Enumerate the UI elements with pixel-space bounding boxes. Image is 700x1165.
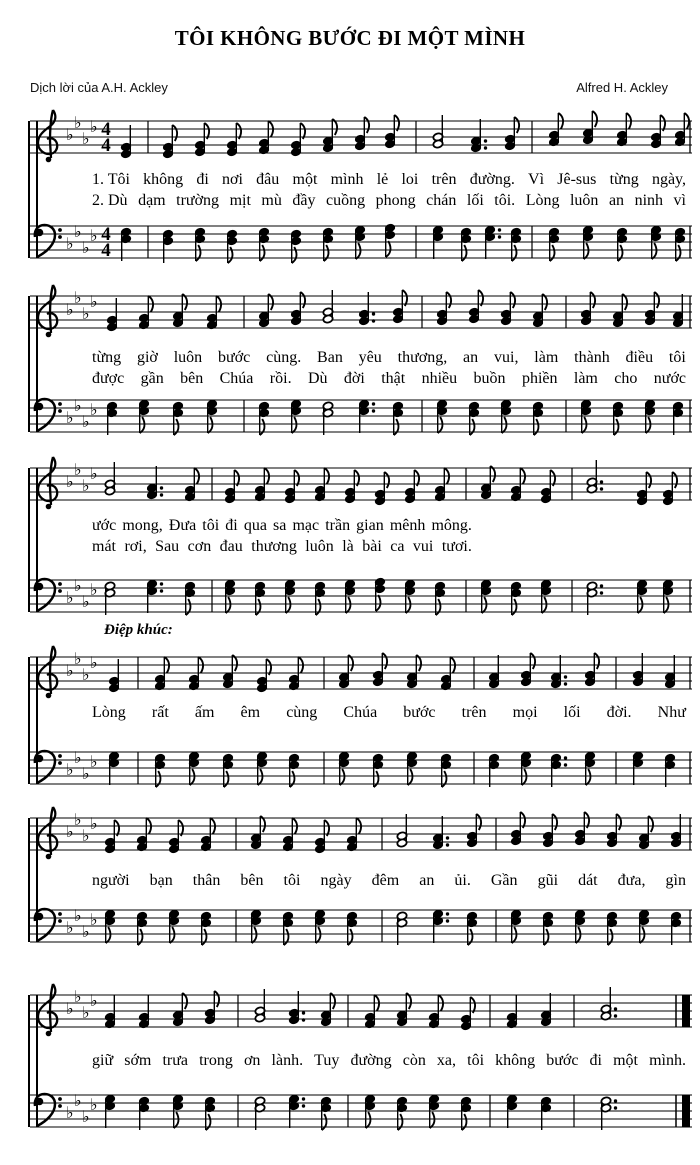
lyric-word: giữ [92,1052,114,1069]
translator-credit: Dịch lời của A.H. Ackley [30,80,168,95]
music-notation [107,399,690,435]
lyric-word: qua [243,517,267,534]
time-signature: 4 [101,240,111,261]
lyric-word: Jê-sus [557,171,597,188]
lyric-word: mình [330,171,364,188]
lyric-word: đưa, [617,872,646,889]
time-signature: 4 [101,135,111,156]
flat-icon: ♭ [90,464,98,483]
flat-icon: ♭ [74,649,82,668]
lyric-word: Ban [317,349,343,366]
bass-clef-icon [35,1094,62,1126]
lyric-word: cơn [187,537,212,555]
flat-icon: ♭ [90,991,98,1010]
lyric-word: Lòng [92,704,126,721]
lyric-word: cuồng [326,191,366,209]
lyric-word: bước [546,1052,579,1069]
lyric-line [92,703,686,724]
treble-staff [30,276,692,348]
flat-icon: ♭ [74,113,82,132]
treble-clef-icon [38,285,57,337]
flat-icon: ♭ [82,304,90,323]
lyric-word: Như [657,704,686,721]
lyric-word: nhiều [421,369,458,387]
flat-icon: ♭ [66,588,74,607]
flat-icon: ♭ [82,129,90,148]
lyric-word: mênh [389,517,426,534]
lyric-word: ngày, [651,171,686,188]
lyrics-block [92,516,472,557]
lyric-word: bên [180,369,204,387]
flat-icon: ♭ [74,576,82,595]
lyric-word: từng [92,349,122,366]
lyric-word: đi [196,171,209,188]
lyric-word: lành. [271,1052,304,1069]
lyric-word: bước [218,349,251,366]
flat-icon: ♭ [66,1103,74,1122]
lyric-word: đường. [469,171,515,188]
flat-icon: ♭ [82,592,90,611]
flat-icon: ♭ [90,752,98,771]
lyric-line [92,516,472,537]
flat-icon: ♭ [82,665,90,684]
lyrics-block [92,871,686,892]
lyric-word: bên [240,872,264,889]
lyric-word: đâu [256,171,280,188]
lyric-word: vui, [494,349,519,366]
lyric-word: gìn [665,872,686,889]
lyric-word: rơi, [124,537,147,555]
lyric-line [92,369,686,390]
lyric-word: ấm [194,704,215,721]
system-brace-line [28,121,38,258]
lyric-word: thành [574,349,610,366]
lyric-word: lối [466,191,484,209]
lyric-word: đêm [371,872,400,889]
lyric-word: ơn [243,1052,261,1069]
lyric-word: phong [375,191,416,209]
lyric-line [92,191,686,212]
lyric-word: đường [350,1052,392,1069]
flat-icon: ♭ [82,922,90,941]
flat-icon: ♭ [90,580,98,599]
lyric-word: Chúa [219,369,254,387]
flat-icon: ♭ [82,1107,90,1126]
lyric-word: mù [261,191,282,209]
flat-icon: ♭ [90,653,98,672]
lyric-word: dạm [138,191,166,209]
lyrics-block [92,703,686,724]
flat-icon: ♭ [74,748,82,767]
credits-row [30,80,668,95]
music-notation [105,1094,690,1130]
music-notation [105,460,690,506]
lyric-word: còn [402,1052,426,1069]
lyric-word: đau [219,537,243,555]
lyric-word: đi [225,517,238,534]
lyric-word: ngày [320,872,352,889]
treble-clef-icon [38,984,57,1036]
system-brace-line [28,995,38,1127]
treble-clef-icon [38,457,57,509]
lyric-word: vui [412,537,434,555]
lyric-word: thương, [397,349,448,366]
treble-staff [30,798,692,870]
flat-icon: ♭ [66,822,74,841]
lyric-word: bước [403,704,436,721]
lyric-word: ninh [634,191,664,209]
time-signature: 4 [101,224,111,245]
lyric-word: Vì [528,171,545,188]
flat-icon: ♭ [82,764,90,783]
flat-icon: ♭ [82,238,90,257]
chorus-label: Điệp khúc: [104,622,173,638]
lyrics-block [92,170,686,211]
flat-icon: ♭ [74,396,82,415]
flat-icon: ♭ [90,292,98,311]
lyric-word: mông. [431,517,472,534]
bass-clef-icon [35,225,62,257]
lyric-word: Sau [155,537,180,555]
lyric-word: được [92,369,125,387]
lyric-word: không [495,1052,536,1069]
bass-staff [30,732,692,804]
lyric-word: phiền [521,369,558,387]
lyric-word: luôn [305,537,334,555]
system-brace-line [28,657,38,784]
lyric-word: gũi [537,872,559,889]
lyric-word: mát [92,537,116,555]
flat-icon: ♭ [82,476,90,495]
flat-icon: ♭ [74,1091,82,1110]
lyric-word: cho [614,369,638,387]
lyric-word: bạn [149,872,173,889]
music-notation [109,751,690,787]
flat-icon: ♭ [74,222,82,241]
flat-icon: ♭ [90,400,98,419]
lyric-word: làm [534,349,559,366]
lyric-word: lối [563,704,581,721]
flat-icon: ♭ [90,117,98,136]
lyric-word: đầy [292,191,316,209]
lyric-word: tươi. [441,537,472,555]
lyric-line [92,871,686,892]
flat-icon: ♭ [74,460,82,479]
lyric-word: rồi. [269,369,292,387]
lyric-word: nước [653,369,686,387]
system-brace-line [28,468,38,612]
lyric-word: Gần [490,872,518,889]
flat-icon: ♭ [82,412,90,431]
lyric-word: gian [356,517,384,534]
lyric-word: xa, [436,1052,457,1069]
lyric-word: chán [426,191,457,209]
bass-clef-icon [35,399,62,431]
flat-icon: ♭ [82,826,90,845]
lyric-word: lẻ [376,171,389,188]
lyric-word: là [342,537,354,555]
bass-staff [30,206,692,278]
lyric-word: trưa [162,1052,188,1069]
treble-staff [30,101,692,173]
lyric-word: mình. [649,1052,686,1069]
lyric-word: luôn [173,349,203,366]
lyric-word: đời. [606,704,632,721]
flat-icon: ♭ [90,814,98,833]
lyric-word: làm [573,369,598,387]
lyric-word: mịt [229,191,251,209]
lyric-line [92,1051,686,1072]
flat-icon: ♭ [66,408,74,427]
lyric-word: an [463,349,479,366]
lyric-word: sớm [124,1052,152,1069]
bass-staff [30,1075,692,1147]
bass-clef-icon [35,751,62,783]
lyric-word: giờ [136,349,158,366]
flat-icon: ♭ [66,999,74,1018]
treble-clef-icon [38,807,57,859]
treble-staff [30,637,692,709]
lyric-word: gần [140,369,164,387]
lyric-word: Tuy [314,1052,340,1069]
system-brace-line [28,818,38,942]
lyric-word: tôi [283,872,301,889]
flat-icon: ♭ [66,300,74,319]
bass-clef-icon [35,579,62,611]
lyric-word: trần [325,517,351,534]
lyric-word: mọi [512,704,538,721]
lyric-word: tôi [668,349,686,366]
lyric-word: an [419,872,435,889]
lyric-word: thật [381,369,406,387]
flat-icon: ♭ [66,125,74,144]
flat-icon: ♭ [66,472,74,491]
lyric-word: an [608,191,625,209]
lyric-word: bài [362,537,382,555]
lyric-word: cùng. [266,349,302,366]
lyric-word: trên [431,171,457,188]
flat-icon: ♭ [90,226,98,245]
lyric-word: trong [199,1052,233,1069]
lyric-word: tôi [202,517,220,534]
flat-icon: ♭ [90,1095,98,1114]
flat-icon: ♭ [66,661,74,680]
system-brace-line [28,296,38,432]
flat-icon: ♭ [66,760,74,779]
lyric-word: sa [273,517,287,534]
lyric-word: trên [461,704,487,721]
time-signature: 4 [101,119,111,140]
lyric-word: tôi. [494,191,516,209]
lyric-word: vì [673,191,686,209]
lyric-word: điều [625,349,654,366]
music-notation [121,223,690,263]
bass-clef-icon [35,909,62,941]
flat-icon: ♭ [74,906,82,925]
lyric-line [92,537,472,558]
treble-staff [30,448,692,520]
bass-staff [30,890,692,962]
lyric-word: Lòng [525,191,560,209]
music-notation [121,111,690,159]
lyrics-block [92,348,686,389]
lyric-word: mong, [122,517,163,534]
lyric-word: một [613,1052,638,1069]
lyric-word: Dù [307,369,328,387]
lyric-word: 2. Dù [92,191,128,209]
lyric-word: ước [92,517,117,534]
music-notation [105,987,690,1031]
lyric-word: không [143,171,184,188]
bass-staff [30,380,692,452]
lyric-word: đời [343,369,365,387]
flat-icon: ♭ [74,987,82,1006]
lyric-word: nơi [222,171,243,188]
lyric-word: thân [192,872,221,889]
lyric-word: một [292,171,318,188]
treble-clef-icon [38,110,57,162]
flat-icon: ♭ [74,810,82,829]
lyric-word: loi [401,171,419,188]
lyric-word: mạc [292,517,320,534]
lyric-word: ủi. [454,872,471,889]
lyric-word: 1. Tôi [92,171,130,188]
lyric-word: từng [609,171,639,188]
flat-icon: ♭ [82,1003,90,1022]
lyrics-block [92,1051,686,1072]
lyric-word: cùng [286,704,318,721]
flat-icon: ♭ [74,288,82,307]
flat-icon: ♭ [90,910,98,929]
lyric-word: người [92,872,130,889]
flat-icon: ♭ [66,918,74,937]
lyric-line [92,348,686,369]
lyric-word: dát [578,872,598,889]
lyric-word: đi [589,1052,602,1069]
lyric-word: tôi [467,1052,485,1069]
treble-staff [30,975,692,1047]
flat-icon: ♭ [66,234,74,253]
lyric-word: thương [251,537,297,555]
lyric-word: rất [151,704,169,721]
treble-clef-icon [38,646,57,698]
lyric-word: buồn [473,369,506,387]
lyric-word: luôn [569,191,599,209]
lyric-word: ca [390,537,405,555]
lyric-word: êm [240,704,261,721]
lyric-word: trường [176,191,220,209]
page-title: TÔI KHÔNG BƯỚC ĐI MỘT MÌNH [174,26,526,50]
lyric-word: Đưa [168,517,197,534]
music-notation [105,909,690,945]
lyric-word: Chúa [343,704,378,721]
lyric-word: yêu [358,349,382,366]
composer-credit: Alfred H. Ackley [576,80,668,95]
lyric-line [92,170,686,191]
